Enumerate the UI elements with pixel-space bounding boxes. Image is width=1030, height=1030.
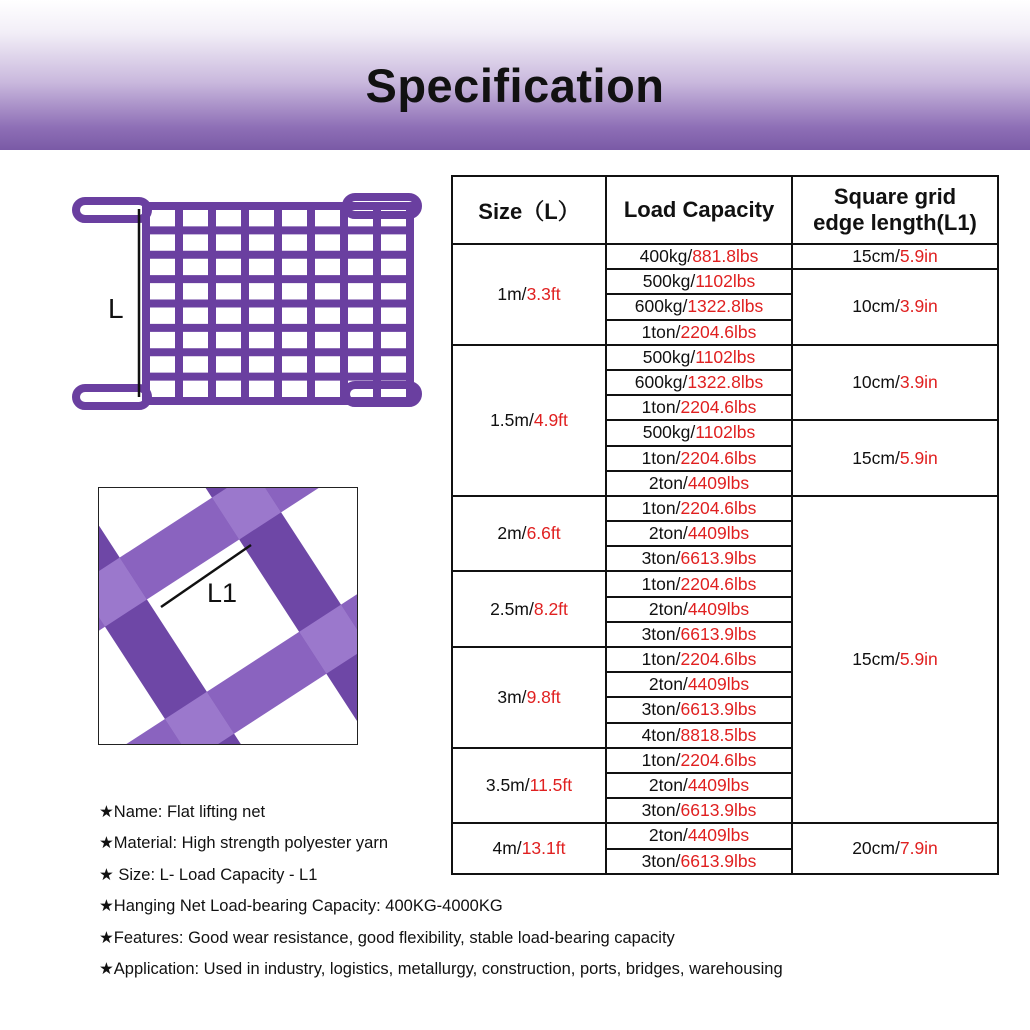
capacity-cell: 500kg/1102lbs <box>606 420 792 445</box>
lifting-net-diagram <box>70 185 430 415</box>
note-size: ★ Size: L- Load Capacity - L1 <box>99 865 318 884</box>
capacity-cell: 1ton/2204.6lbs <box>606 647 792 672</box>
header-size: Size（L） <box>452 176 606 244</box>
grid-length-cell: 10cm/3.9in <box>792 345 998 421</box>
grid-detail-image <box>98 487 358 745</box>
size-cell: 3m/9.8ft <box>452 647 606 748</box>
length-label: L <box>108 293 124 324</box>
capacity-cell: 3ton/6613.9lbs <box>606 798 792 823</box>
size-cell: 1m/3.3ft <box>452 244 606 345</box>
net-strap <box>373 202 381 405</box>
header-load-capacity: Load Capacity <box>606 176 792 244</box>
note-material: ★Material: High strength polyester yarn <box>99 834 388 853</box>
capacity-cell: 1ton/2204.6lbs <box>606 748 792 773</box>
capacity-cell: 400kg/881.8lbs <box>606 244 792 269</box>
size-cell: 3.5m/11.5ft <box>452 748 606 824</box>
capacity-cell: 2ton/4409lbs <box>606 521 792 546</box>
net-loop <box>76 201 148 219</box>
grid-length-cell: 10cm/3.9in <box>792 269 998 345</box>
table-row <box>452 345 998 370</box>
capacity-cell: 3ton/6613.9lbs <box>606 622 792 647</box>
net-strap <box>340 202 348 405</box>
capacity-cell: 3ton/6613.9lbs <box>606 697 792 722</box>
capacity-cell: 3ton/6613.9lbs <box>606 849 792 874</box>
capacity-cell: 600kg/1322.8lbs <box>606 294 792 319</box>
capacity-cell: 1ton/2204.6lbs <box>606 496 792 521</box>
net-strap <box>274 202 282 405</box>
capacity-cell: 1ton/2204.6lbs <box>606 571 792 596</box>
page-title: Specification <box>365 59 665 112</box>
capacity-cell: 1ton/2204.6lbs <box>606 395 792 420</box>
table-row <box>452 496 998 521</box>
capacity-cell: 4ton/8818.5lbs <box>606 723 792 748</box>
grid-length-label: L1 <box>207 578 238 608</box>
capacity-cell: 1ton/2204.6lbs <box>606 446 792 471</box>
size-cell: 2m/6.6ft <box>452 496 606 572</box>
note-name: ★Name: Flat lifting net <box>99 803 266 821</box>
grid-length-cell: 15cm/5.9in <box>792 496 998 823</box>
product-notes <box>99 797 783 985</box>
grid-length-cell: 15cm/5.9in <box>792 420 998 496</box>
size-cell: 4m/13.1ft <box>452 823 606 873</box>
table-header-row <box>452 176 998 244</box>
table-row <box>452 244 998 269</box>
capacity-cell: 2ton/4409lbs <box>606 773 792 798</box>
grid-length-cell: 20cm/7.9in <box>792 823 998 873</box>
net-strap <box>307 202 315 405</box>
capacity-cell: 2ton/4409lbs <box>606 823 792 848</box>
net-strap <box>406 202 414 405</box>
grid-length-cell: 15cm/5.9in <box>792 244 998 269</box>
capacity-cell: 2ton/4409lbs <box>606 597 792 622</box>
note-application: ★Application: Used in industry, logistics, metallurgy, construction, ports, bridges, warehousing <box>99 960 783 979</box>
size-cell: 2.5m/8.2ft <box>452 571 606 647</box>
capacity-cell: 500kg/1102lbs <box>606 269 792 294</box>
capacity-cell: 600kg/1322.8lbs <box>606 370 792 395</box>
capacity-cell: 2ton/4409lbs <box>606 672 792 697</box>
net-strap <box>208 202 216 405</box>
net-strap <box>241 202 249 405</box>
capacity-cell: 2ton/4409lbs <box>606 471 792 496</box>
note-features: ★Features: Good wear resistance, good flexibility, stable load-bearing capacity <box>99 928 675 947</box>
note-capacity: ★Hanging Net Load-bearing Capacity: 400KG-4000KG <box>99 897 503 916</box>
capacity-cell: 3ton/6613.9lbs <box>606 546 792 571</box>
capacity-cell: 500kg/1102lbs <box>606 345 792 370</box>
net-strap <box>175 202 183 405</box>
size-cell: 1.5m/4.9ft <box>452 345 606 496</box>
header-grid-length: Square grid edge length(L1) <box>792 176 998 244</box>
specification-table <box>451 175 999 875</box>
net-strap <box>142 202 150 405</box>
capacity-cell: 1ton/2204.6lbs <box>606 320 792 345</box>
net-loop <box>76 388 148 406</box>
